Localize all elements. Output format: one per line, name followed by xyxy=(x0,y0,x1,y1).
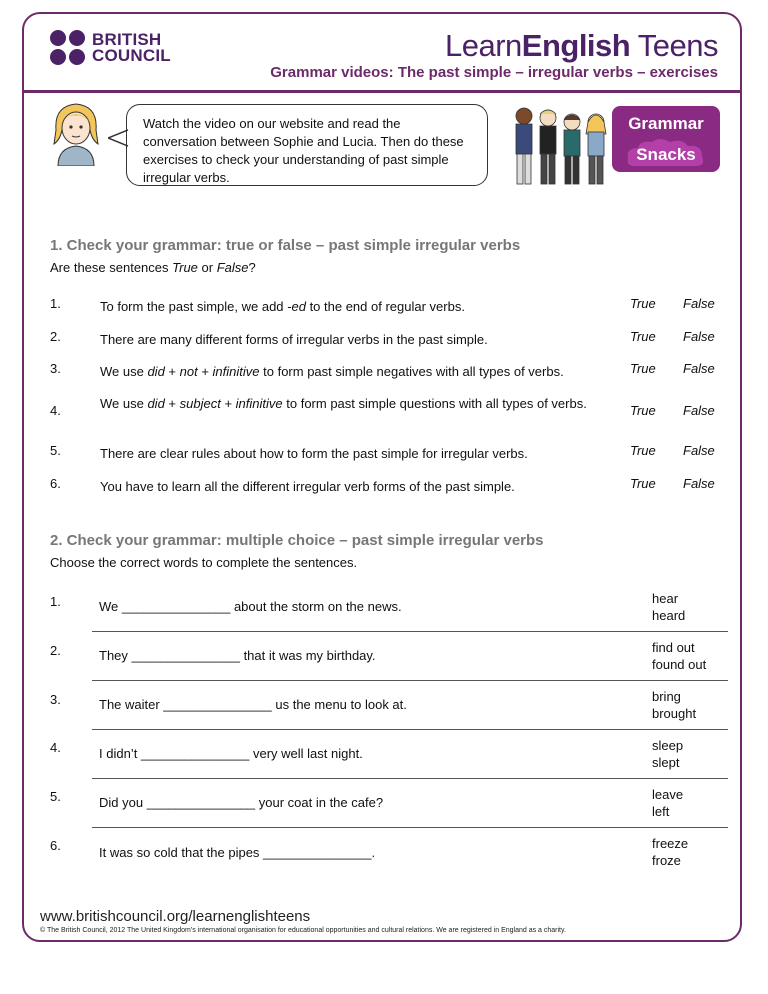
tf-false-3[interactable]: False xyxy=(683,361,715,376)
tf-true-3[interactable]: True xyxy=(630,361,656,376)
tf-true-2[interactable]: True xyxy=(630,329,656,344)
tf-true-5[interactable]: True xyxy=(630,443,656,458)
tf-text-5: There are clear rules about how to form the past simple for irregular verbs. xyxy=(100,446,528,461)
mc-option-2b[interactable]: found out xyxy=(652,657,707,672)
tf-true-4[interactable]: True xyxy=(630,403,656,418)
mc-option-4a[interactable]: sleep xyxy=(652,738,684,753)
section1-title: 1. Check your grammar: true or false – past simple irregular verbs xyxy=(50,237,521,254)
tf-true-1[interactable]: True xyxy=(630,296,656,311)
header-divider xyxy=(22,90,742,93)
tf-text-2: There are many different forms of irregular verbs in the past simple. xyxy=(100,332,488,347)
mc-text-6: It was so cold that the pipes _______________. xyxy=(99,845,376,860)
tf-text-3: We use did + not + infinitive to form past simple negatives with all types of verbs. xyxy=(100,364,564,379)
mc-option-1a[interactable]: hear xyxy=(652,591,679,606)
badge-line2: Snacks xyxy=(636,145,696,164)
section2-instruction: Choose the correct words to complete the sentences. xyxy=(50,555,358,570)
mc-option-6a[interactable]: freeze xyxy=(652,836,689,851)
divider xyxy=(92,827,728,828)
grammar-snacks-badge xyxy=(612,106,720,172)
sophie-avatar-icon xyxy=(48,100,104,166)
mc-option-3a[interactable]: bring xyxy=(652,689,681,704)
tf-text-4: We use did + subject + infinitive to form past simple questions with all types of verbs. xyxy=(100,396,587,411)
mc-option-6b[interactable]: froze xyxy=(652,853,681,868)
badge-line1: Grammar xyxy=(628,114,704,133)
mc-text-2: They _______________ that it was my birthday. xyxy=(99,648,376,663)
section2-title: 2. Check your grammar: multiple choice – past simple irregular verbs xyxy=(50,532,544,549)
divider xyxy=(92,778,728,779)
tf-false-5[interactable]: False xyxy=(683,443,715,458)
mc-option-3b[interactable]: brought xyxy=(652,706,697,721)
tf-text-1: To form the past simple, we add -ed to the end of regular verbs. xyxy=(100,299,465,314)
mc-text-4: I didn’t _______________ very well last night. xyxy=(99,746,363,761)
bc-logo-line1: BRITISH xyxy=(92,29,162,49)
tf-true-6[interactable]: True xyxy=(630,476,656,491)
mc-option-5b[interactable]: left xyxy=(652,804,670,819)
tf-false-6[interactable]: False xyxy=(683,476,715,491)
tf-text-6: You have to learn all the different irregular verb forms of the past simple. xyxy=(100,479,515,494)
page-subtitle: Grammar videos: The past simple – irregular verbs – exercises xyxy=(270,64,718,81)
tf-false-4[interactable]: False xyxy=(683,403,715,418)
intro-speech-bubble: Watch the video on our website and read the conversation between Sophie and Lucia. Then do these exercises to check your understanding of past simple irregular verbs. xyxy=(126,104,488,186)
footer-copyright: © The British Council, 2012 The United Kingdom’s international organisation for educational opportunities and cultural relations. We are registered in England as a charity. xyxy=(40,927,566,934)
tf-false-1[interactable]: False xyxy=(683,296,715,311)
mc-option-1b[interactable]: heard xyxy=(652,608,686,623)
bc-logo-line2: COUNCIL xyxy=(92,45,171,65)
mc-text-5: Did you _______________ your coat in the cafe? xyxy=(99,795,384,810)
mc-option-4b[interactable]: slept xyxy=(652,755,680,770)
divider xyxy=(92,631,728,632)
british-council-logo xyxy=(50,30,171,65)
learnenglish-teens-logo: LearnEnglish Teens xyxy=(444,28,718,63)
mc-text-3: The waiter _______________ us the menu to look at. xyxy=(99,697,407,712)
tf-false-2[interactable]: False xyxy=(683,329,715,344)
characters-illustration-icon xyxy=(510,104,620,188)
mc-option-2a[interactable]: find out xyxy=(652,640,695,655)
mc-option-5a[interactable]: leave xyxy=(652,787,684,802)
mc-text-1: We _______________ about the storm on the news. xyxy=(99,599,402,614)
divider xyxy=(92,729,728,730)
footer-url-link[interactable]: www.britishcouncil.org/learnenglishteens xyxy=(40,908,311,925)
section1-instruction: Are these sentences True or False? xyxy=(50,260,256,275)
logo-dots-icon xyxy=(50,30,85,65)
divider xyxy=(92,680,728,681)
